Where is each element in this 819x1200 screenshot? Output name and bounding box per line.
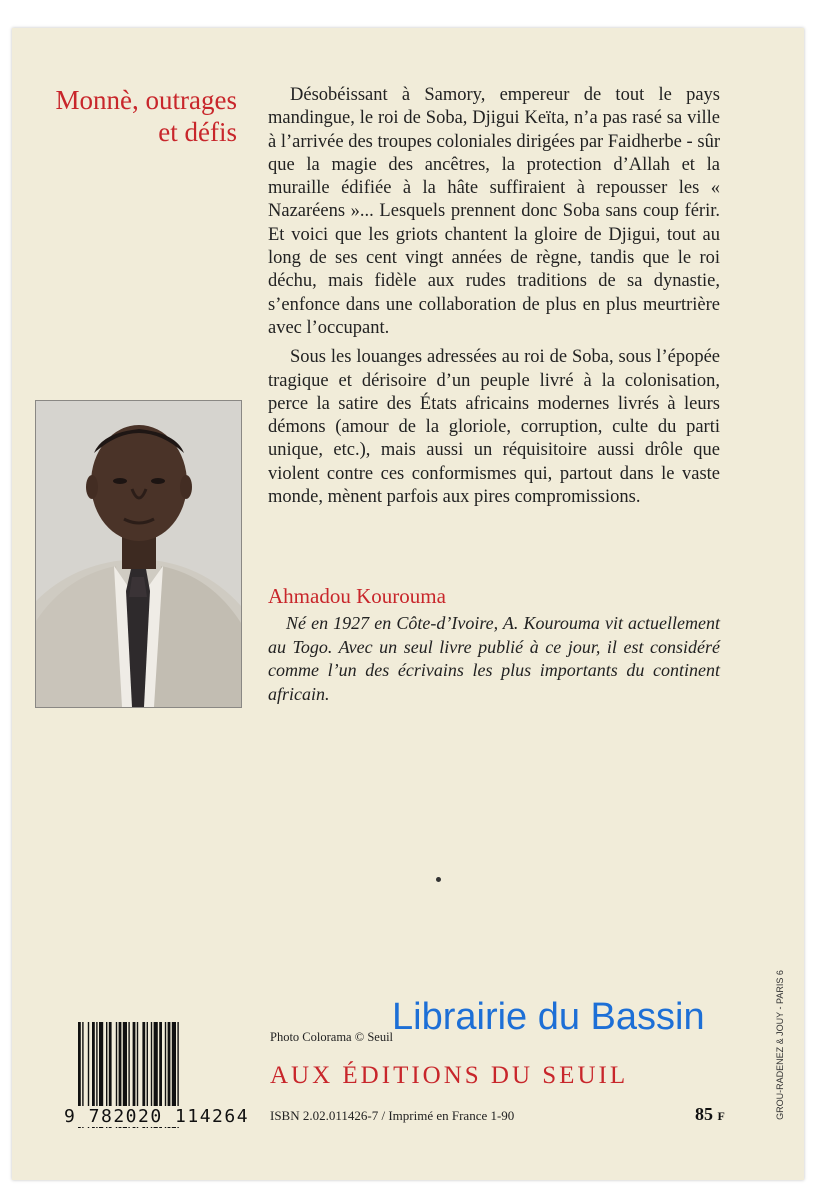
synopsis [268,84,720,509]
publisher-name: AUX ÉDITIONS DU SEUIL [270,1062,629,1089]
isbn-line: ISBN 2.02.011426-7 / Imprimé en France 1-90 [270,1108,515,1123]
author-photo [35,400,242,708]
bookstore-watermark: Librairie du Bassin [392,996,705,1038]
title-line-1: Monnè, outrages [55,85,237,115]
printer-credit [770,960,790,1130]
decorative-dot [436,877,441,882]
synopsis-paragraph: Sous les louanges adressées au roi de Soba, sous l’épopée tragique et dérisoire d’un peuple livré à la colonisation, perce la satire des États africains modernes livrés à leurs démons (amour de la gloriole, corruption, culte du parti unique, etc.), mais aussi un réquisitoire aussi drôle que violent contre ces conformismes qui, partout dans le vaste monde, mènent parfois aux pires compromissions. [268,347,720,508]
price-unit: F [717,1109,725,1123]
book-title [22,84,237,148]
synopsis-paragraph: Désobéissant à Samory, empereur de tout le pays mandingue, le roi de Soba, Djigui Keïta, n’a pas rasé sa ville à l’arrivée des troupes coloniales dirigées par Faidherbe - sûr que la magie des ancêtres, la protection d’Allah et la muraille édifiée à la hâte suffiraient à repousser les « Nazaréens »... Lesquels prennent donc Soba sans coup férir. Et voici que les griots chantent la gloire de Djigui, tout au long de ses cent vingt années de règne, tandis que le roi déchu, mais fidèle aux rudes traditions de sa dynastie, s’enfonce dans une collaboration de plus en plus meurtrière avec l’occupant. [268,85,720,338]
author-name: Ahmadou Kourouma [268,584,446,608]
photo-credit: Photo Colorama © Seuil [270,1030,394,1044]
author-bio: Né en 1927 en Côte-d’Ivoire, A. Kourouma vit actuellement au Togo. Avec un seul livre publié à ce jour, il est considéré comme l’un des écrivains les plus importants du continent africain. [268,613,720,704]
price-value: 85 [695,1104,713,1124]
printer-credit-text: GROU-RADENEZ & JOUY - PARIS 6 [775,970,785,1120]
price [695,1104,725,1125]
barcode-digits: 9 782020 114264 [64,1106,250,1127]
title-line-2: et défis [158,117,237,147]
